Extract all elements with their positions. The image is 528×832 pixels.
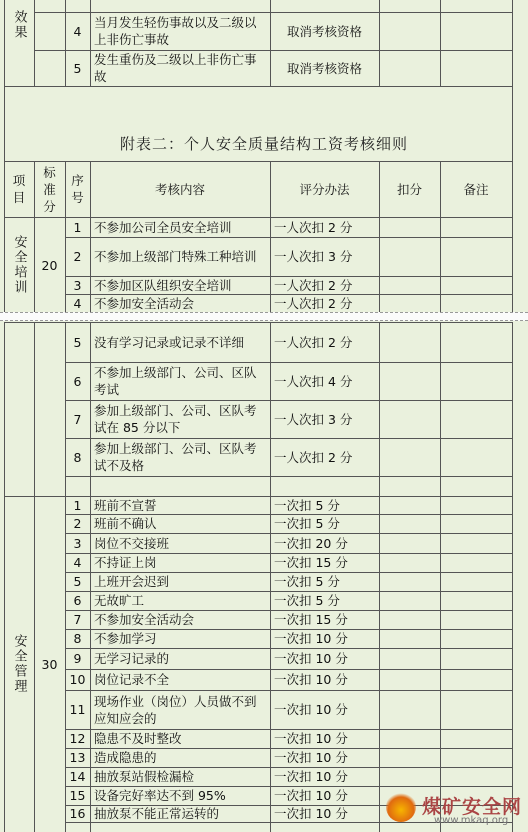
table-row-method-text: 一次扣 15 分 [274, 612, 348, 627]
top-row-method [270, 12, 379, 50]
management-project-cell-text: 安全管理 [11, 634, 27, 694]
table-row-no [65, 362, 90, 400]
top-row-content [90, 50, 270, 86]
table-row-no-text: 12 [69, 731, 86, 746]
table-row-method [270, 729, 379, 748]
management-score-cell-text: 30 [41, 656, 58, 672]
table-row-no [65, 572, 90, 591]
table-row-method-text: 一人次扣 3 分 [274, 411, 353, 427]
table-row-method-text: 一人次扣 2 分 [274, 449, 353, 465]
table-row-method [270, 629, 379, 648]
table-row-no-text: 3 [73, 535, 82, 551]
table-row-method-text: 一人次扣 4 分 [274, 373, 353, 389]
table-row-content-text: 不持证上岗 [94, 555, 157, 570]
watermark-logo [382, 790, 528, 832]
table-row-method [270, 767, 379, 786]
page-break [0, 312, 528, 321]
table-row-content-text: 班前不确认 [94, 516, 157, 531]
table-row-no-text: 3 [73, 277, 82, 293]
table-row-content-text: 上班开会迟到 [94, 574, 170, 589]
table-row-content [90, 648, 270, 669]
table-row-method-text: 一次扣 10 分 [274, 750, 348, 765]
table-row-content [90, 767, 270, 786]
table-row-method-text: 一次扣 15 分 [274, 555, 348, 570]
table-row-content-text: 不参加学习 [94, 631, 157, 646]
header-method-text: 评分办法 [299, 181, 350, 197]
table-row-content-text: 没有学习记录或记录不详细 [94, 334, 245, 350]
column-divider [379, 217, 380, 313]
table-row-content [90, 591, 270, 610]
top-row-no [65, 12, 90, 50]
table-row-method-text: 一次扣 5 分 [274, 516, 340, 531]
table-row-content [90, 610, 270, 629]
table-row-content [90, 748, 270, 767]
column-divider [379, 322, 380, 496]
top-row-content [90, 12, 270, 50]
table-row-no-text: 4 [73, 555, 82, 570]
table-row-content-text: 抽放泵不能正常运转的 [94, 806, 220, 821]
table-row-content [90, 533, 270, 553]
table-row-content [90, 237, 270, 276]
sun-logo-icon [386, 792, 416, 822]
table-row-content-text: 岗位记录不全 [94, 672, 170, 687]
header-deduct [379, 161, 440, 217]
table-row-no [65, 767, 90, 786]
table-row-no-text: 6 [73, 373, 82, 389]
table-row-method [270, 438, 379, 476]
table-row-content-text: 设备完好率达不到 95% [94, 788, 226, 803]
table-row-method-text: 一人次扣 3 分 [274, 249, 353, 264]
table-row-content-text: 现场作业（岗位）人员做不到应知应会的 [94, 693, 257, 726]
table-row-method-text: 一人次扣 2 分 [274, 219, 353, 235]
table-row-method [270, 514, 379, 533]
table-row-no-text: 5 [73, 334, 82, 350]
table-row-no-text: 1 [73, 219, 82, 235]
header-project [4, 161, 34, 217]
table-row-content-text: 造成隐患的 [94, 750, 157, 765]
table-row-method-text: 一人次扣 2 分 [274, 334, 353, 350]
table-row-no [65, 496, 90, 514]
table-row-method [270, 669, 379, 690]
management-project-cell [4, 496, 34, 832]
table-row-content [90, 553, 270, 572]
table-row-content-text: 不参加安全活动会 [94, 296, 195, 311]
table-row-method-text: 一次扣 10 分 [274, 731, 348, 746]
top-row-method [270, 50, 379, 86]
table-row-content [90, 496, 270, 514]
table-row-content-text: 不参加安全活动会 [94, 612, 195, 627]
column-divider [4, 322, 5, 496]
header-no-text: 序号 [71, 173, 84, 205]
table-row-no [65, 748, 90, 767]
table-row-method [270, 748, 379, 767]
table-row-no [65, 533, 90, 553]
table-row-no [65, 729, 90, 748]
table-row-method-text: 一次扣 10 分 [274, 788, 348, 803]
table-row-method [270, 805, 379, 822]
table-row-no-text: 2 [73, 249, 82, 264]
table-row-method [270, 322, 379, 362]
table-row-content [90, 362, 270, 400]
table-row-content-text: 岗位不交接班 [94, 535, 170, 551]
table-row-no [65, 322, 90, 362]
table-row-no [65, 591, 90, 610]
table-row-content [90, 438, 270, 476]
table-row-no-text: 13 [69, 750, 86, 765]
table-row-content-text: 不参加区队组织安全培训 [94, 277, 232, 293]
table-row-no-text: 16 [69, 806, 86, 821]
table-row-no [65, 786, 90, 805]
table-row-no [65, 217, 90, 237]
table-row-content-text: 参加上级部门、公司、区队考试不及格 [94, 441, 257, 473]
table-row-content-text: 无故旷工 [94, 593, 145, 608]
column-divider [34, 322, 35, 496]
table-row-content [90, 690, 270, 729]
table-row-no-text: 5 [73, 574, 82, 589]
table-row-content [90, 729, 270, 748]
table-row-no [65, 610, 90, 629]
table-row-content-text: 无学习记录的 [94, 651, 170, 666]
column-divider [512, 496, 513, 832]
column-divider [379, 496, 380, 832]
top-project-cell [4, 0, 34, 50]
table-row-method [270, 362, 379, 400]
header-remark-text: 备注 [463, 181, 489, 197]
table-row-no-text: 14 [69, 769, 86, 784]
table-row-no [65, 690, 90, 729]
header-project-text: 项目 [12, 173, 26, 205]
table-row-no-text: 9 [73, 651, 82, 666]
column-divider [512, 217, 513, 313]
table-row-content-text: 班前不宣誓 [94, 497, 157, 513]
column-divider [512, 322, 513, 496]
table-row-content [90, 294, 270, 313]
table-row-method-text: 一次扣 5 分 [274, 593, 340, 608]
table-row-no [65, 237, 90, 276]
table-row-no-text: 8 [73, 449, 82, 465]
table-row-method-text: 一人次扣 2 分 [274, 277, 353, 293]
table-row-no [65, 669, 90, 690]
top-row-method-text: 取消考核资格 [286, 60, 362, 76]
training-score-cell-text: 20 [41, 257, 58, 273]
table-row-method-text: 一次扣 5 分 [274, 574, 340, 589]
table-row-no [65, 629, 90, 648]
management-score-cell [34, 496, 65, 832]
table-row-no-text: 15 [69, 788, 86, 803]
table-row-content [90, 786, 270, 805]
table-row-no-text: 6 [73, 593, 82, 608]
top-row-method-text: 取消考核资格 [286, 23, 362, 39]
table-row-method [270, 496, 379, 514]
table-row-no-text: 7 [73, 411, 82, 427]
table-row-method-text: 一次扣 10 分 [274, 769, 348, 784]
table-title: 附表二：个人安全质量结构工资考核细则 [119, 134, 408, 153]
table-row-content [90, 572, 270, 591]
top-row-no-text: 4 [73, 23, 82, 39]
table-row-content-text: 参加上级部门、公司、区队考试在 85 分以下 [94, 403, 257, 435]
table-row-method [270, 217, 379, 237]
table-row-method [270, 553, 379, 572]
table-row-no-text: 11 [69, 702, 86, 717]
table-row-no [65, 514, 90, 533]
watermark-text: 煤矿安全网 [422, 796, 523, 818]
header-method [270, 161, 379, 217]
header-remark [440, 161, 512, 217]
table-row-no-text: 10 [69, 672, 86, 687]
table-row-no-text: 1 [73, 497, 82, 513]
header-standard-text: 标准分 [43, 164, 56, 214]
table-row-method [270, 276, 379, 294]
table-row-no [65, 438, 90, 476]
row-divider [65, 476, 512, 477]
header-standard [34, 161, 65, 217]
table-row-no-text: 2 [73, 516, 82, 531]
top-score-cell [34, 0, 65, 12]
table-row-method [270, 591, 379, 610]
column-divider [512, 161, 513, 217]
table-row-content [90, 514, 270, 533]
column-divider [440, 496, 441, 832]
table-row-no [65, 400, 90, 438]
table-row-content-text: 抽放泵站假检漏检 [94, 769, 195, 784]
top-row-content-text: 发生重伤及二级以上非伤亡事故 [94, 52, 257, 84]
header-no [65, 161, 90, 217]
table-row-method-text: 一次扣 10 分 [274, 702, 348, 717]
watermark-url: www.mkaq.org [434, 815, 509, 826]
table-row-content [90, 669, 270, 690]
table-row-content [90, 322, 270, 362]
header-content [90, 161, 270, 217]
table-row-method-text: 一次扣 20 分 [274, 535, 348, 551]
table-row-method-text: 一次扣 10 分 [274, 806, 348, 821]
table-row-no-text: 4 [73, 296, 82, 311]
table-row-method [270, 237, 379, 276]
table-row-no [65, 294, 90, 313]
row-divider [4, 86, 512, 87]
header-content-text: 考核内容 [154, 181, 205, 197]
table-row-method-text: 一人次扣 2 分 [274, 296, 353, 311]
header-deduct-text: 扣分 [396, 181, 422, 197]
training-score-cell [34, 217, 65, 313]
table-row-content-text: 隐患不及时整改 [94, 731, 182, 746]
table-row-no [65, 805, 90, 822]
top-project-cell-text: 效果 [11, 10, 27, 40]
table-row-no [65, 276, 90, 294]
table-row-no-text: 7 [73, 612, 82, 627]
table-row-method-text: 一次扣 5 分 [274, 497, 340, 513]
table-row-method [270, 572, 379, 591]
table-row-content [90, 629, 270, 648]
training-project-cell-text: 安全培训 [11, 235, 27, 295]
column-divider [440, 322, 441, 496]
table-row-no-text: 8 [73, 631, 82, 646]
table-row-method-text: 一次扣 10 分 [274, 631, 348, 646]
table-row-content [90, 276, 270, 294]
top-row-no-text: 5 [73, 60, 82, 76]
table-row-method [270, 610, 379, 629]
training-project-cell [4, 217, 34, 313]
table-row-method [270, 294, 379, 313]
table-row-method [270, 786, 379, 805]
table-row-method [270, 690, 379, 729]
table-row-no [65, 553, 90, 572]
table-row-content [90, 217, 270, 237]
column-divider [440, 217, 441, 313]
table-row-content [90, 805, 270, 822]
table-row-content-text: 不参加上级部门、公司、区队考试 [94, 365, 257, 397]
table-row-method [270, 533, 379, 553]
column-divider [512, 0, 513, 86]
top-row-no [65, 50, 90, 86]
table-row-method [270, 400, 379, 438]
table-row-no [65, 648, 90, 669]
table-row-method [270, 648, 379, 669]
table-row-content-text: 不参加公司全员安全培训 [94, 219, 232, 235]
top-row-content-text: 当月发生轻伤事故以及二级以上非伤亡事故 [94, 15, 257, 47]
table-row-method-text: 一次扣 10 分 [274, 651, 348, 666]
table-row-method-text: 一次扣 10 分 [274, 672, 348, 687]
table-row-content [90, 400, 270, 438]
table-row-content-text: 不参加上级部门特殊工种培训 [94, 249, 257, 264]
